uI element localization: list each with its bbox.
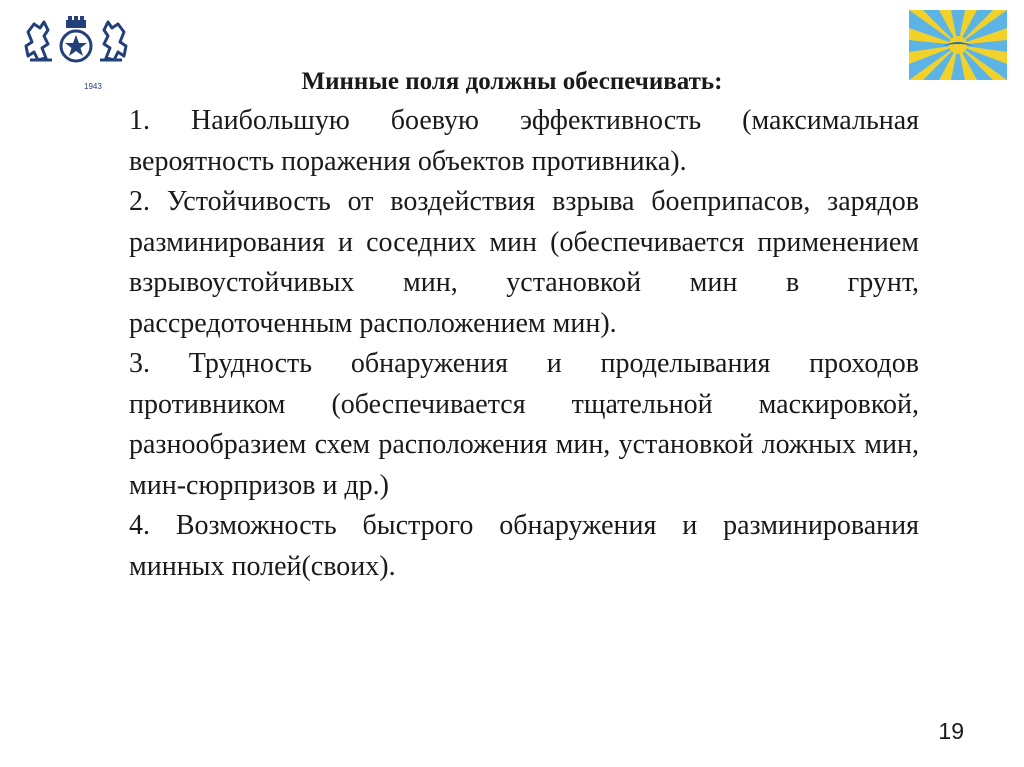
logo-year: 1943 xyxy=(84,82,102,91)
list-item-3: 3. Трудность обнаружения и проделывания проходов противником (обеспечивается тщательной маскировкой, разнообразием схем расположения мин, установкой ложных мин, мин-сюрпризов и др.) xyxy=(129,348,919,501)
slide-title: Минные поля должны обеспечивать: xyxy=(301,68,723,95)
list-item-4: 4. Возможность быстрого обнаружения и разминирования минных полей(своих). xyxy=(129,510,919,582)
list-item-1: 1. Наибольшую боевую эффективность (максимальная вероятность поражения объектов противника). xyxy=(129,105,919,177)
slide-body xyxy=(129,101,919,587)
page-number: 19 xyxy=(938,718,964,744)
list-item-2: 2. Устойчивость от воздействия взрыва боеприпасов, зарядов разминирования и соседних мин (обеспечивается применением взрывоустойчивых мин, установкой мин в грунт, рассредоточенным расположением мин). xyxy=(129,186,919,339)
